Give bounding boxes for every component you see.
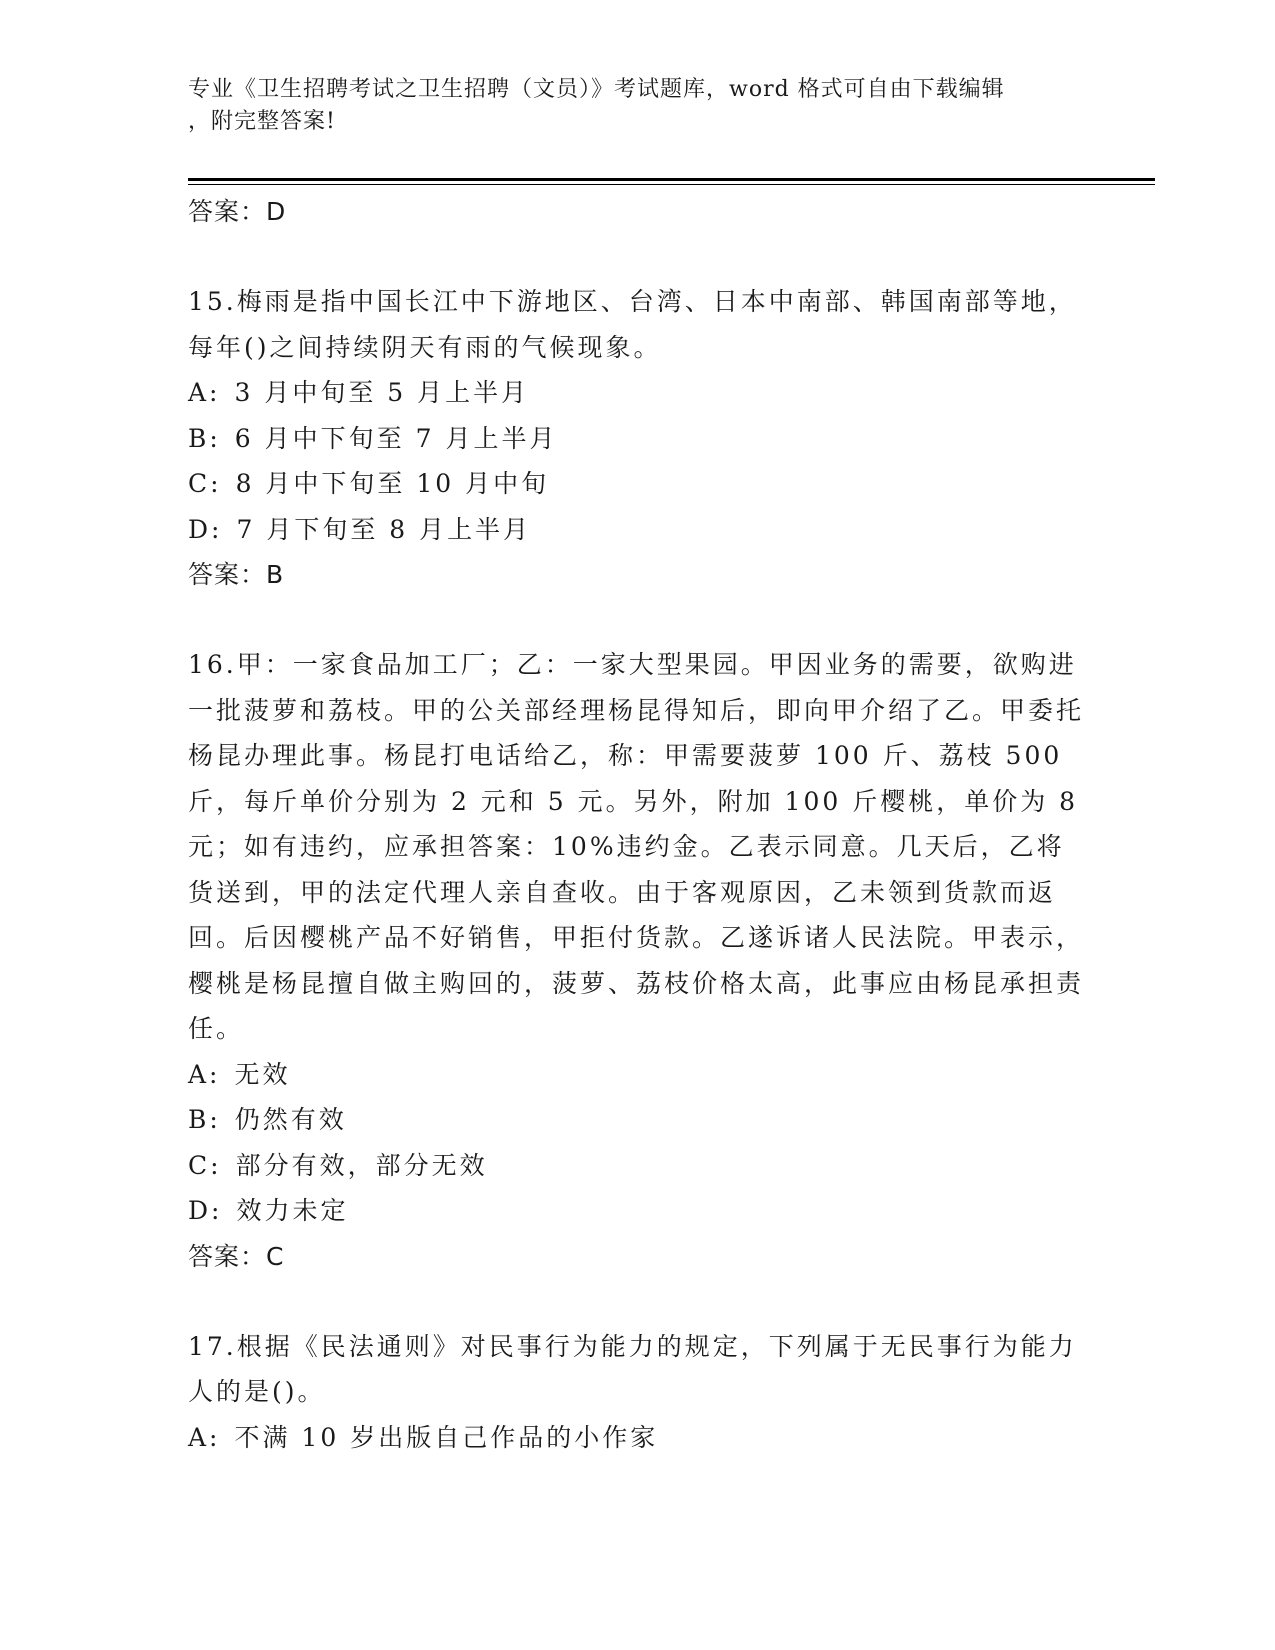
question-stem: 17.根据《民法通则》对民事行为能力的规定，下列属于无民事行为能力人的是()。 (188, 1331, 1077, 1406)
header-divider (188, 178, 1155, 184)
option-text: 6 月中下旬至 7 月上半月 (234, 423, 558, 453)
header-line-2: ，附完整答案! (188, 109, 336, 134)
option-d (188, 507, 1088, 553)
option-key: B: (188, 1105, 221, 1134)
option-c (188, 461, 1088, 507)
option-text: 3 月中旬至 5 月上半月 (234, 378, 530, 407)
option-key: A: (188, 378, 221, 407)
option-c (188, 1143, 1088, 1189)
previous-answer: 答案：D (188, 197, 287, 226)
question-answer: 答案：C (188, 1241, 285, 1271)
option-key: B: (188, 423, 221, 453)
option-text: 7 月下旬至 8 月上半月 (236, 514, 532, 544)
option-b (188, 416, 1088, 462)
option-text: 无效 (234, 1059, 291, 1089)
option-text: 效力未定 (236, 1196, 349, 1225)
question-16 (188, 642, 1088, 1280)
document-header (188, 74, 1088, 138)
option-d (188, 1188, 1088, 1234)
option-a (188, 370, 1088, 416)
option-a (188, 1052, 1088, 1098)
question-15 (188, 279, 1088, 598)
question-stem: 16.甲：一家食品加工厂；乙：一家大型果园。甲因业务的需要，欲购进一批菠萝和荔枝。甲的公关部经理杨昆得知后，即向甲介绍了乙。甲委托杨昆办理此事。杨昆打电话给乙，称：甲需要菠萝 100 斤、荔枝 500 斤，每斤单价分别为 2 元和 5 元。另外，附加 100 斤樱桃，单价为 8 元；如有违约，应承担答案：10%违约金。乙表示同意。几天后，乙将货送到，甲的法定代理人亲自查收。由于客观原因，乙未领到货款而返回。后因樱桃产品不好销售，甲拒付货款。乙遂诉诸人民法院。甲表示，樱桃是杨昆擅自做主购回的，菠萝、荔枝价格太高，此事应由杨昆承担责任。 (188, 650, 1085, 1043)
question-answer: 答案：B (188, 560, 285, 589)
option-text: 不满 10 岁出版自己作品的小作家 (234, 1422, 659, 1452)
header-line-1: 专业《卫生招聘考试之卫生招聘（文员）》考试题库，word 格式可自由下载编辑 (188, 77, 1005, 102)
option-text: 部分有效，部分无效 (235, 1150, 488, 1180)
option-key: D: (188, 1196, 223, 1225)
option-b (188, 1097, 1088, 1143)
option-key: D: (188, 514, 223, 544)
option-key: C: (188, 1150, 222, 1180)
option-key: A: (188, 1059, 221, 1089)
option-key: A: (188, 1422, 221, 1452)
option-a (188, 1415, 1088, 1461)
option-key: C: (188, 469, 222, 498)
document-body (188, 189, 1088, 1460)
question-stem: 15.梅雨是指中国长江中下游地区、台湾、日本中南部、韩国南部等地，每年()之间持续阴天有雨的气候现象。 (188, 287, 1077, 362)
option-text: 8 月中下旬至 10 月中旬 (235, 469, 550, 498)
option-text: 仍然有效 (234, 1105, 347, 1134)
question-17 (188, 1324, 1088, 1461)
